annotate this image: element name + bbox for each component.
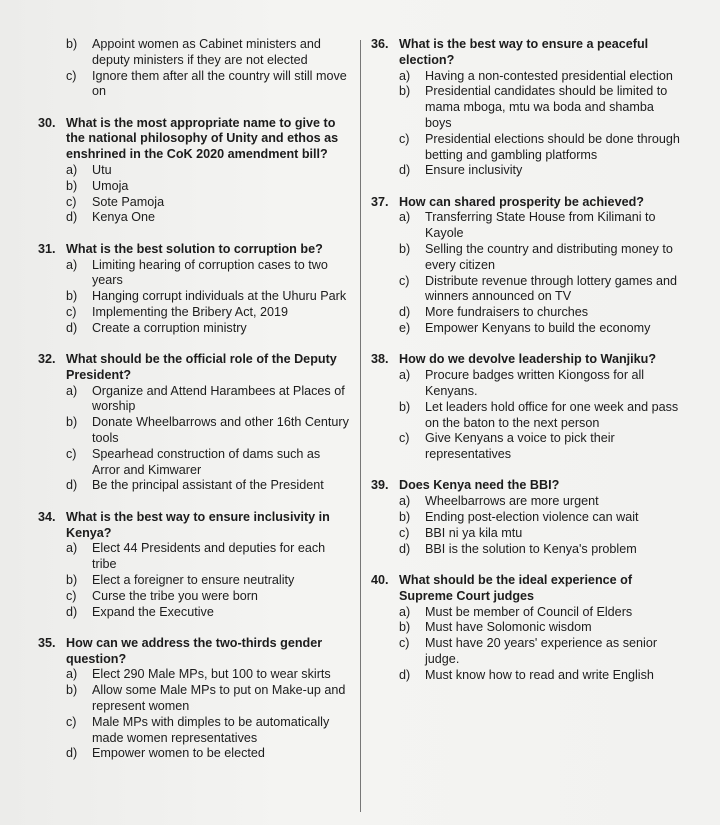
option-item xyxy=(38,258,350,290)
option-label: d) xyxy=(66,320,78,335)
option-label: b) xyxy=(66,415,78,430)
option-text: Having a non-contested presidential election xyxy=(425,68,673,83)
option-text: Elect 290 Male MPs, but 100 to wear skirts xyxy=(92,667,331,682)
option-text: Spearhead construction of dams such as Arror and Kimwarer xyxy=(92,446,321,477)
option-text: Donate Wheelbarrows and other 16th Century tools xyxy=(92,415,349,446)
option-item xyxy=(371,620,681,636)
option-item xyxy=(371,305,681,321)
option-item xyxy=(38,541,350,573)
option-text: Selling the country and distributing money to every citizen xyxy=(425,242,673,272)
option-item xyxy=(38,605,350,621)
option-text: Organize and Attend Harambees at Places of worship xyxy=(92,383,345,414)
option-label: c) xyxy=(399,525,410,540)
question-text: What is the most appropriate name to give to the national philosophy of Unity and ethos as enshrined in the CoK 2020 amendment bill? xyxy=(66,115,339,162)
option-text: Kenya One xyxy=(92,210,156,225)
option-item xyxy=(371,321,681,337)
option-item xyxy=(371,400,681,432)
option-item xyxy=(38,210,350,226)
option-item xyxy=(371,526,681,542)
question-text: How do we devolve leadership to Wanjiku? xyxy=(399,352,657,367)
option-text: Sote Pamoja xyxy=(92,194,165,209)
option-text: Give Kenyans a voice to pick their representatives xyxy=(425,431,615,462)
option-label: c) xyxy=(66,588,77,603)
column-divider xyxy=(360,40,361,812)
option-text: Limiting hearing of corruption cases to two years xyxy=(92,257,328,288)
question-block xyxy=(38,242,350,337)
option-label: b) xyxy=(399,620,411,635)
option-text: Utu xyxy=(92,163,112,178)
question-number: 31. xyxy=(38,241,56,256)
option-item xyxy=(38,573,350,589)
option-text: Ensure inclusivity xyxy=(425,163,523,178)
question-block xyxy=(38,510,350,621)
question-block xyxy=(38,116,350,227)
question-block xyxy=(371,195,681,337)
option-item xyxy=(371,510,681,526)
option-text: Create a corruption ministry xyxy=(92,320,247,335)
option-item xyxy=(38,321,350,337)
option-label: e) xyxy=(399,321,411,336)
question-text: What is the best solution to corruption be? xyxy=(66,241,323,256)
option-item xyxy=(371,605,681,621)
option-text: More fundraisers to churches xyxy=(425,305,589,320)
question-block xyxy=(38,636,350,762)
question-block xyxy=(38,352,350,494)
option-item xyxy=(371,84,681,131)
question-block xyxy=(371,573,681,684)
option-text: Must have Solomonic wisdom xyxy=(425,620,592,635)
option-item xyxy=(38,478,350,494)
option-text: Distribute revenue through lottery games and winners announced on TV xyxy=(425,273,678,304)
option-text: Elect a foreigner to ensure neutrality xyxy=(92,572,295,587)
question-number: 36. xyxy=(371,37,389,51)
option-label: b) xyxy=(66,178,78,193)
option-item xyxy=(371,163,681,179)
option-item xyxy=(371,542,681,558)
continued-question-options xyxy=(38,37,350,100)
option-item xyxy=(38,384,350,416)
option-label: d) xyxy=(399,667,411,682)
option-item xyxy=(38,746,350,762)
option-label: b) xyxy=(399,399,411,414)
option-label: c) xyxy=(66,714,77,729)
option-text: Expand the Executive xyxy=(92,604,214,619)
option-text: BBI ni ya kila mtu xyxy=(425,525,523,540)
option-item xyxy=(38,305,350,321)
question-number: 39. xyxy=(371,478,389,493)
option-label: c) xyxy=(66,68,77,83)
option-item xyxy=(371,210,681,242)
question-number: 37. xyxy=(371,194,389,209)
option-label: d) xyxy=(399,541,411,556)
option-label: a) xyxy=(399,494,411,509)
option-item xyxy=(38,289,350,305)
option-label: b) xyxy=(399,242,411,257)
option-item xyxy=(38,589,350,605)
option-text: Empower Kenyans to build the economy xyxy=(425,321,651,336)
option-text: Hanging corrupt individuals at the Uhuru Park xyxy=(92,289,347,304)
question-text: How can we address the two-thirds gender question? xyxy=(66,635,323,666)
option-text: Must be member of Council of Elders xyxy=(425,604,633,619)
option-label: c) xyxy=(66,446,77,461)
option-item xyxy=(38,415,350,447)
question-number: 34. xyxy=(38,509,56,524)
option-label: a) xyxy=(399,210,411,225)
question-number: 40. xyxy=(371,572,389,587)
option-item xyxy=(371,494,681,510)
option-item xyxy=(38,69,350,101)
option-text: Umoja xyxy=(92,178,129,193)
question-text: Does Kenya need the BBI? xyxy=(399,478,560,493)
option-label: a) xyxy=(399,68,411,83)
question-text: What should be the ideal experience of Supreme Court judges xyxy=(399,572,633,603)
option-item xyxy=(38,683,350,715)
option-label: c) xyxy=(66,304,77,319)
option-item xyxy=(38,447,350,479)
option-label: d) xyxy=(66,210,78,225)
question-number: 32. xyxy=(38,352,56,367)
option-text: Empower women to be elected xyxy=(92,746,265,761)
option-label: d) xyxy=(66,604,78,619)
option-label: b) xyxy=(66,289,78,304)
option-text: Let leaders hold office for one week and pass on the baton to the next person xyxy=(425,399,679,430)
option-item xyxy=(38,195,350,211)
option-label: b) xyxy=(66,37,78,51)
option-text: Male MPs with dimples to be automatically made women representatives xyxy=(92,714,330,745)
option-item xyxy=(371,368,681,400)
question-number: 38. xyxy=(371,352,389,367)
question-block xyxy=(371,478,681,557)
option-item xyxy=(371,636,681,668)
option-label: c) xyxy=(66,194,77,209)
option-text: Allow some Male MPs to put on Make-up and represent women xyxy=(92,683,346,713)
option-item xyxy=(371,668,681,684)
option-text: Presidential candidates should be limited to mama mboga, mtu wa boda and shamba boys xyxy=(425,84,668,130)
left-column xyxy=(38,37,350,778)
option-label: c) xyxy=(399,636,410,651)
option-label: c) xyxy=(399,273,410,288)
option-item xyxy=(38,163,350,179)
option-label: d) xyxy=(66,746,78,761)
option-label: a) xyxy=(66,541,78,556)
option-text: BBI is the solution to Kenya's problem xyxy=(425,541,637,556)
option-label: b) xyxy=(66,572,78,587)
option-item xyxy=(371,69,681,85)
option-item xyxy=(371,431,681,463)
question-text: How can shared prosperity be achieved? xyxy=(399,194,644,209)
option-label: b) xyxy=(66,683,78,698)
option-label: a) xyxy=(399,368,411,383)
option-text: Ending post-election violence can wait xyxy=(425,510,639,525)
option-text: Procure badges written Kiongoss for all Kenyans. xyxy=(425,368,645,398)
option-text: Implementing the Bribery Act, 2019 xyxy=(92,304,289,319)
option-text: Curse the tribe you were born xyxy=(92,588,258,603)
option-label: a) xyxy=(66,257,78,272)
question-number: 35. xyxy=(38,635,56,650)
option-label: a) xyxy=(66,667,78,682)
right-column xyxy=(371,37,681,699)
option-item xyxy=(371,274,681,306)
option-item xyxy=(38,667,350,683)
question-text: What is the best way to ensure a peaceful election? xyxy=(399,37,649,67)
option-item xyxy=(371,132,681,164)
question-block xyxy=(371,37,681,179)
question-block xyxy=(371,352,681,463)
option-text: Be the principal assistant of the President xyxy=(92,478,324,493)
option-text: Presidential elections should be done through betting and gambling platforms xyxy=(425,131,680,162)
question-number: 30. xyxy=(38,115,56,130)
option-item xyxy=(38,37,350,69)
option-label: d) xyxy=(66,478,78,493)
question-text: What is the best way to ensure inclusivity in Kenya? xyxy=(66,509,330,540)
option-label: c) xyxy=(399,131,410,146)
question-text: What should be the official role of the Deputy President? xyxy=(66,352,337,382)
option-text: Transferring State House from Kilimani to Kayole xyxy=(425,210,656,241)
option-item xyxy=(38,179,350,195)
option-text: Must have 20 years' experience as senior judge. xyxy=(425,636,658,666)
option-label: a) xyxy=(66,383,78,398)
option-label: d) xyxy=(399,305,411,320)
option-item xyxy=(371,242,681,274)
option-label: d) xyxy=(399,163,411,178)
option-text: Elect 44 Presidents and deputies for each tribe xyxy=(92,541,326,572)
option-item xyxy=(38,715,350,747)
option-text: Ignore them after all the country will still move on xyxy=(92,68,347,99)
option-text: Appoint women as Cabinet ministers and deputy ministers if they are not elected xyxy=(92,37,321,67)
option-label: a) xyxy=(66,163,78,178)
option-label: b) xyxy=(399,84,411,99)
option-label: c) xyxy=(399,431,410,446)
option-text: Must know how to read and write English xyxy=(425,667,654,682)
option-label: a) xyxy=(399,604,411,619)
option-label: b) xyxy=(399,510,411,525)
option-text: Wheelbarrows are more urgent xyxy=(425,494,599,509)
